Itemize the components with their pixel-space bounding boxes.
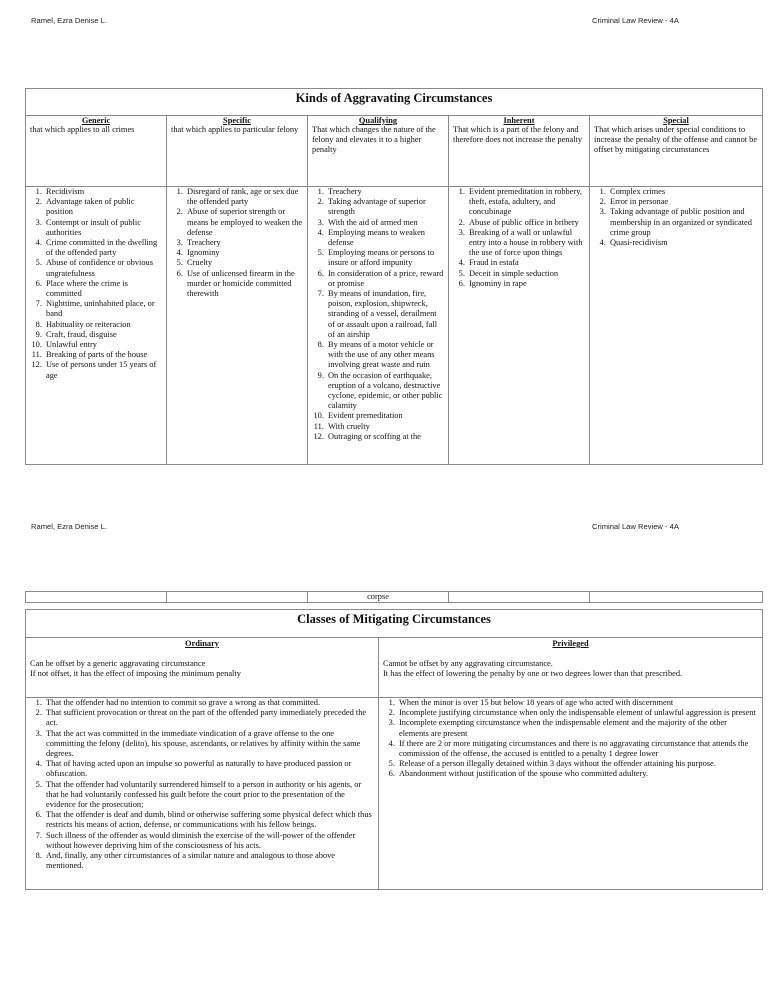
list-item: 7. Such illness of the offender as would diminish the exercise of the will-power of the offender without however depriving him of the consciousness of his acts. <box>44 831 372 851</box>
continuation-text: corpse <box>367 592 389 601</box>
list-item: 1. When the minor is over 15 but below 18 years of age who acted with discernment <box>397 698 756 708</box>
page2-header-left: Ramel, Ezra Denise L. <box>31 522 107 531</box>
qualifying-definition: That which changes the nature of the felony and elevates it to a higher penalty <box>312 125 436 154</box>
ordinary-header-cell <box>26 638 379 698</box>
generic-definition: that which applies to all crimes <box>30 125 135 134</box>
specific-list <box>167 187 307 299</box>
list-item: 5. Abuse of confidence or obvious ungratefulness <box>44 258 163 278</box>
ordinary-heading: Ordinary <box>185 639 219 648</box>
inherent-heading: Inherent <box>503 116 535 125</box>
list-item: 10. Unlawful entry <box>44 340 163 350</box>
list-item: 8. By means of a motor vehicle or with the use of any other means involving great waste and ruin <box>326 340 445 371</box>
empty-cell <box>26 592 167 603</box>
empty-cell <box>590 592 763 603</box>
list-item: 5. Employing means or persons to insure or afford impunity <box>326 248 445 268</box>
list-item: 3. Breaking of a wall or unlawful entry into a house in robbery with the use of force upon things <box>467 228 586 259</box>
page1-header-right: Criminal Law Review - 4A <box>592 16 679 25</box>
list-item: 3. Taking advantage of public position and membership in an organized or syndicated crime group <box>608 207 759 238</box>
list-item: 2. That sufficient provocation or threat on the part of the offended party immediately preceded the act. <box>44 708 372 728</box>
page2-header-right: Criminal Law Review - 4A <box>592 522 679 531</box>
list-item: 5. Release of a person illegally detained within 3 days without the offender attaining his purpose. <box>397 759 756 769</box>
list-item: 4. Ignominy <box>185 248 304 258</box>
list-item: 12. Use of persons under 15 years of age <box>44 360 163 380</box>
list-item: 6. Abandonment without justification of the spouse who committed adultery. <box>397 769 756 779</box>
list-item: 2. Abuse of public office in bribery <box>467 218 586 228</box>
list-item: 10. Evident premeditation <box>326 411 445 421</box>
list-item: 1. Treachery <box>326 187 445 197</box>
list-item: 7. Nighttime, uninhabited place, or band <box>44 299 163 319</box>
special-list <box>590 187 762 248</box>
list-item: 8. And, finally, any other circumstances of a similar nature and analogous to those above mentioned. <box>44 851 372 871</box>
generic-heading: Generic <box>81 116 111 125</box>
aggravating-title: Kinds of Aggravating Circumstances <box>26 89 763 116</box>
ordinary-definition-1: Can be offset by a generic aggravating circumstance <box>30 659 206 669</box>
inherent-list-cell <box>449 187 590 465</box>
list-item: 2. Taking advantage of superior strength <box>326 197 445 217</box>
list-item: 6. In consideration of a price, reward or promise <box>326 269 445 289</box>
specific-header-cell <box>167 116 308 187</box>
ordinary-list <box>26 698 378 871</box>
empty-cell <box>449 592 590 603</box>
list-item: 3. That the act was committed in the immediate vindication of a grave offense to the one committing the felony (delito), his spouse, ascendants, or relatives by affinity within the same degrees. <box>44 729 372 760</box>
list-item: 8. Habituality or reiteracion <box>44 320 163 330</box>
list-item: 3. With the aid of armed men <box>326 218 445 228</box>
privileged-header-cell <box>379 638 763 698</box>
generic-list-cell <box>26 187 167 465</box>
qualifying-list-cell <box>308 187 449 465</box>
list-item: 1. Complex crimes <box>608 187 759 197</box>
inherent-definition: That which is a part of the felony and therefore does not increase the penalty <box>453 125 583 144</box>
qualifying-heading: Qualifying <box>358 116 398 125</box>
mitigating-title: Classes of Mitigating Circumstances <box>26 610 763 638</box>
specific-definition: that which applies to particular felony <box>171 125 299 134</box>
qualifying-header-cell <box>308 116 449 187</box>
aggravating-continuation-table <box>25 591 763 603</box>
specific-list-cell <box>167 187 308 465</box>
empty-cell <box>167 592 308 603</box>
list-item: 4. Fraud in estafa <box>467 258 586 268</box>
generic-list <box>26 187 166 381</box>
list-item: 2. Error in personae <box>608 197 759 207</box>
privileged-definition-1: Cannot be offset by any aggravating circumstance. <box>383 659 553 669</box>
page1-header-left: Ramel, Ezra Denise L. <box>31 16 107 25</box>
specific-heading: Specific <box>223 116 251 125</box>
list-item: 3. Contempt or insult of public authorities <box>44 218 163 238</box>
list-item: 1. That the offender had no intention to commit so grave a wrong as that committed. <box>44 698 372 708</box>
list-item: 5. That the offender had voluntarily surrendered himself to a person in authority or his agents, or that he had voluntarily confessed his guilt before the court prior to the presentation of the evidence for the prosecution; <box>44 780 372 811</box>
list-item: 3. Incomplete exempting circumstance when the indispensable element and the majority of the other elements are present <box>397 718 756 738</box>
special-header-cell <box>590 116 763 187</box>
special-list-cell <box>590 187 763 465</box>
list-item: 9. Craft, fraud, disguise <box>44 330 163 340</box>
list-item: 1. Recidivism <box>44 187 163 197</box>
list-item: 11. Breaking of parts of the house <box>44 350 163 360</box>
list-item: 6. That the offender is deaf and dumb, blind or otherwise suffering some physical defect which thus restricts his means of action, defense, or communications with his fellow beings. <box>44 810 372 830</box>
list-item: 5. Deceit in simple seduction <box>467 269 586 279</box>
list-item: 6. Use of unlicensed firearm in the murder or homicide committed therewith <box>185 269 304 300</box>
list-item: 6. Ignominy in rape <box>467 279 586 289</box>
continuation-cell <box>308 592 449 603</box>
list-item: 4. Quasi-recidivism <box>608 238 759 248</box>
special-heading: Special <box>663 116 689 125</box>
list-item: 2. Advantage taken of public position <box>44 197 163 217</box>
privileged-list-cell <box>379 698 763 890</box>
privileged-definition-2: It has the effect of lowering the penalty by one or two degrees lower than that prescribed. <box>383 669 683 679</box>
list-item: 1. Disregard of rank, age or sex due the offended party <box>185 187 304 207</box>
qualifying-list <box>308 187 448 442</box>
inherent-header-cell <box>449 116 590 187</box>
privileged-heading: Privileged <box>552 639 589 648</box>
aggravating-table <box>25 88 763 465</box>
list-item: 3. Treachery <box>185 238 304 248</box>
inherent-list <box>449 187 589 289</box>
list-item: 2. Incomplete justifying circumstance when only the indispensable element of unlawful aggression is present <box>397 708 756 718</box>
ordinary-list-cell <box>26 698 379 890</box>
list-item: 5. Cruelty <box>185 258 304 268</box>
ordinary-definition-2: If not offset, it has the effect of imposing the minimum penalty <box>30 669 241 679</box>
generic-header-cell <box>26 116 167 187</box>
list-item: 6. Place where the crime is committed <box>44 279 163 299</box>
list-item: 12. Outraging or scoffing at the <box>326 432 445 442</box>
list-item: 4. That of having acted upon an impulse so powerful as naturally to have produced passion or obfuscation. <box>44 759 372 779</box>
special-definition: That which arises under special conditions to increase the penalty of the offense and cannot be offset by mitigating circumstances <box>594 125 758 154</box>
list-item: 9. On the occasion of earthquake, eruption of a volcano, destructive cyclone, epidemic, or other public calamity <box>326 371 445 412</box>
list-item: 2. Abuse of superior strength or means be employed to weaken the defense <box>185 207 304 238</box>
list-item: 4. If there are 2 or more mitigating circumstances and there is no aggravating circumstance that attends the commission of the offense, the accused is entitled to a penalty 1 degree lower <box>397 739 756 759</box>
list-item: 1. Evident premeditation in robbery, theft, estafa, adultery, and concubinage <box>467 187 586 218</box>
privileged-list <box>379 698 762 780</box>
list-item: 11. With cruelty <box>326 422 445 432</box>
mitigating-table <box>25 609 763 890</box>
list-item: 4. Crime committed in the dwelling of the offended party <box>44 238 163 258</box>
list-item: 7. By means of inundation, fire, poison, explosion, shipwreck, stranding of a vessel, derailment of or assault upon a railroad, fall of an airship <box>326 289 445 340</box>
list-item: 4. Employing means to weaken defense <box>326 228 445 248</box>
